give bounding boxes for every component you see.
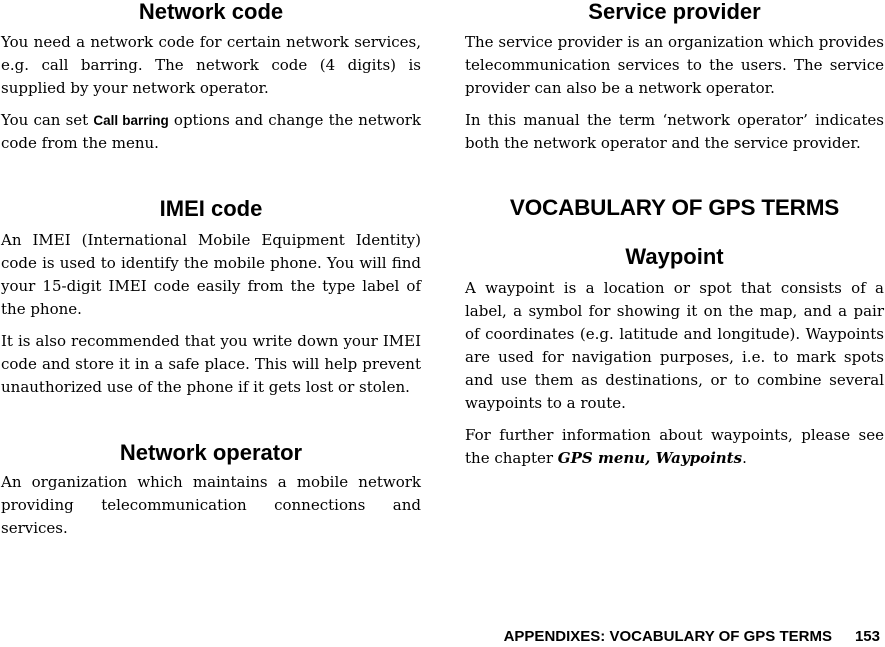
waypoint-p2-end: . bbox=[742, 449, 747, 467]
gps-menu-waypoints-reference: GPS menu, Waypoints bbox=[557, 449, 743, 467]
waypoint-p2-start: For further information about waypoints, please see the chapter bbox=[465, 426, 884, 467]
page-number: 153 bbox=[854, 628, 880, 645]
waypoint-paragraph-1: A waypoint is a location or spot that consists of a label, a symbol for showing it on the map, and a pair of coordinates (e.g. latitude and longitude). Waypoints are used for navigation purposes, i.e. to mark spots and use them as destinations, or to combine several waypoints to a route. bbox=[465, 279, 884, 412]
waypoint-heading: Waypoint bbox=[625, 244, 724, 269]
footer-section-title: APPENDIXES: VOCABULARY OF GPS TERMS bbox=[503, 628, 832, 645]
network-operator-paragraph: An organization which maintains a mobile network providing telecommunication connections and services. bbox=[1, 473, 421, 537]
page-footer bbox=[504, 628, 880, 645]
left-column bbox=[1, 0, 421, 540]
network-operator-heading: Network operator bbox=[119, 440, 303, 465]
call-barring-label: Call barring bbox=[93, 113, 169, 128]
service-provider-paragraph-1: The service provider is an organization which provides telecommunication services to the users. The service provider can also be a network operator. bbox=[465, 33, 884, 97]
network-code-p2-start: You can set bbox=[1, 111, 94, 129]
waypoint-paragraph-2 bbox=[465, 424, 884, 470]
service-provider-paragraph-2: In this manual the term ‘network operator’ indicates both the network operator and the service provider. bbox=[465, 111, 884, 152]
service-provider-heading: Service provider bbox=[588, 0, 761, 24]
imei-paragraph-2: It is also recommended that you write down your IMEI code and store it in a safe place. This will help prevent unauthorized use of the phone if it gets lost or stolen. bbox=[1, 332, 421, 396]
right-column bbox=[465, 0, 884, 470]
vocabulary-heading: VOCABULARY OF GPS TERMS bbox=[509, 195, 840, 220]
network-code-paragraph-2 bbox=[1, 109, 421, 155]
network-code-p2-end: options and change the network code from the menu. bbox=[1, 111, 421, 152]
imei-code-heading: IMEI code bbox=[159, 196, 263, 221]
imei-paragraph-1: An IMEI (International Mobile Equipment Identity) code is used to identify the mobile phone. You will find your 15-digit IMEI code easily from the type label of the phone. bbox=[1, 231, 421, 318]
network-code-heading: Network code bbox=[138, 0, 284, 24]
network-code-paragraph-1: You need a network code for certain network services, e.g. call barring. The network code (4 digits) is supplied by your network operator. bbox=[1, 33, 421, 97]
